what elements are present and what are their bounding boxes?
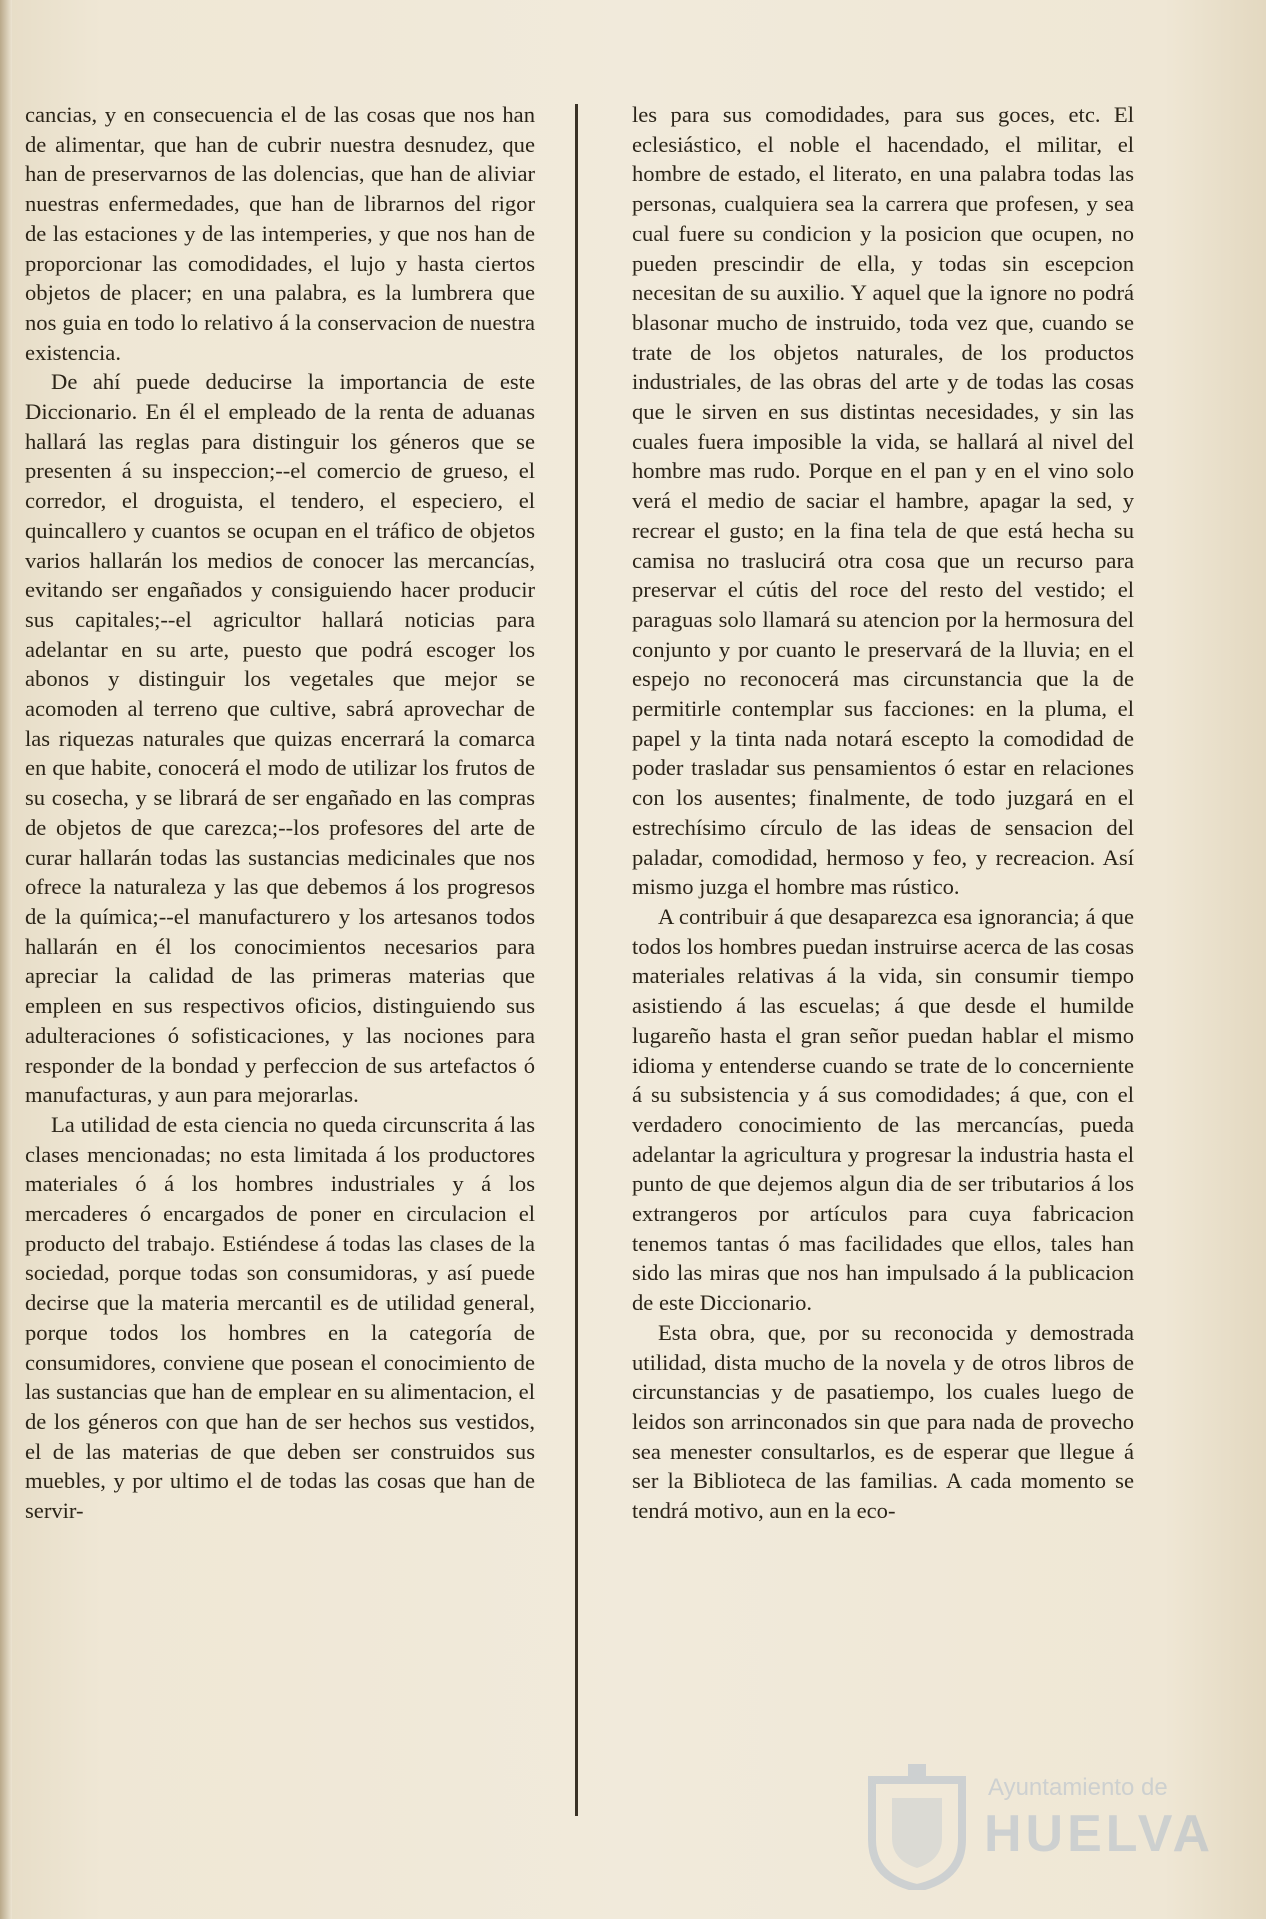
left-paragraph-1: cancias, y en consecuencia el de las cosas que nos han de alimentar, que han de cubrir nuestra desnudez, que han de preservarnos de las dolencias, que han de aliviar nuestras enfermedades, que han de librarnos del rigor de las estaciones y de las intemperies, y que nos han de proporcionar las comodidades, el lujo y hasta ciertos objetos de placer; en una palabra, es la lumbrera que nos guia en todo lo relativo á la conservacion de nuestra existencia.: [25, 102, 535, 365]
left-column: [25, 100, 535, 1526]
watermark-line2: HUELVA: [984, 1805, 1215, 1863]
left-paragraph-2: De ahí puede deducirse la importancia de este Diccionario. En él el empleado de la renta de aduanas hallará las reglas para distinguir los géneros que se presenten á su inspeccion;--el comercio de grueso, el corredor, el droguista, el tendero, el especiero, el quincallero y cuantos se ocupan en el tráfico de objetos varios hallarán los medios de conocer las mercancías, evitando ser engañados y consiguiendo hacer producir sus capitales;--el agricultor hallará noticias para adelantar en su arte, puesto que podrá escoger los abonos y distinguir los vegetales que mejor se acomoden al terreno que cultive, sabrá aprovechar de las riquezas naturales que quizas encerrará la comarca en que habite, conocerá el modo de utilizar los frutos de su cosecha, y se librará de ser engañado en las compras de objetos de que carezca;--los profesores del arte de curar hallarán todas las sustancias medicinales que nos ofrece la naturaleza y las que debemos á los progresos de la química;--el manufacturero y los artesanos todos hallarán en él los conocimientos necesarios para apreciar la calidad de las primeras materias que empleen en sus respectivos oficios, distinguiendo sus adulteraciones ó sofisticaciones, y las nociones para responder de la bondad y perfeccion de sus artefactos ó manufacturas, y aun para mejorarlas.: [25, 369, 535, 1108]
right-paragraph-2: A contribuir á que desaparezca esa ignorancia; á que todos los hombres puedan instruirse acerca de las cosas materiales relativas á la vida, sin consumir tiempo asistiendo á las escuelas; á que desde el humilde lugareño hasta el gran señor puedan hablar el mismo idioma y entenderse cuando se trate de lo concerniente á su subsistencia y á sus comodidades; á que, con el verdadero conocimiento de las mercancías, pueda adelantar la agricultura y progresar la industria hasta el punto de que dejemos algun dia de ser tributarios á los extrangeros por artículos para cuya fabricacion tenemos tantas ó mas facilidades que ellos, tales han sido las miras que nos han impulsado á la publicacion de este Diccionario.: [632, 903, 1134, 1316]
watermark: [862, 1760, 1215, 1900]
left-paragraph-3: La utilidad de esta ciencia no queda circunscrita á las clases mencionadas; no esta limitada á los productores materiales ó á los hombres industriales y á los mercaderes ó encargados de poner en circulacion el producto del trabajo. Estiéndese á todas las clases de la sociedad, porque todas son consumidoras, y así puede decirse que la materia mercantil es de utilidad general, porque todos los hombres en la categoría de consumidores, conviene que posean el conocimiento de las sustancias que han de emplear en su alimentacion, el de los géneros con que han de ser hechos sus vestidos, el de las materias de que deben ser construidos sus muebles, y por ultimo el de todas las cosas que han de servir-: [25, 1111, 535, 1524]
column-divider: [575, 104, 578, 1816]
right-column: [632, 100, 1134, 1526]
watermark-line1: Ayuntamiento de: [988, 1774, 1168, 1801]
page-edge-shadow: [0, 0, 12, 1919]
right-paragraph-1: les para sus comodidades, para sus goces, etc. El eclesiástico, el noble el hacendado, el militar, el hombre de estado, el literato, en una palabra todas las personas, cualquiera sea la carrera que profesen, y sea cual fuere su condicion y la posicion que ocupen, no pueden prescindir de ella, y todas sin escepcion necesitan de su auxilio. Y aquel que la ignore no podrá blasonar mucho de instruido, toda vez que, cuando se trate de los objetos naturales, de los productos industriales, de las obras del arte y de todas las cosas que le sirven en sus distintas necesidades, y sin las cuales fuera imposible la vida, se hallará al nivel del hombre mas rudo. Porque en el pan y en el vino solo verá el medio de saciar el hambre, apagar la sed, y recrear el gusto; en la fina tela de que está hecha su camisa no traslucirá otra cosa que un recurso para preservar el cútis del roce del resto del vestido; el paraguas solo llamará su atencion por la hermosura del conjunto y por cuanto le preservará de la lluvia; en el espejo no reconocerá mas circunstancia que la de permitirle contemplar sus facciones: en la pluma, el papel y la tinta nada notará escepto la comodidad de poder trasladar sus pensamientos ó estar en relaciones con los ausentes; finalmente, de todo juzgará en el estrechísimo círculo de las ideas de sensacion del paladar, comodidad, hermoso y feo, y recreacion. Así mismo juzga el hombre mas rústico.: [632, 102, 1134, 900]
right-paragraph-3: Esta obra, que, por su reconocida y demostrada utilidad, dista mucho de la novela y de otros libros de circunstancias y de pasatiempo, los cuales luego de leidos son arrinconados sin que para nada de provecho sea menester consultarlos, es de esperar que llegue á ser la Biblioteca de las familias. A cada momento se tendrá motivo, aun en la eco-: [632, 1319, 1134, 1524]
crest-icon: [862, 1760, 972, 1890]
